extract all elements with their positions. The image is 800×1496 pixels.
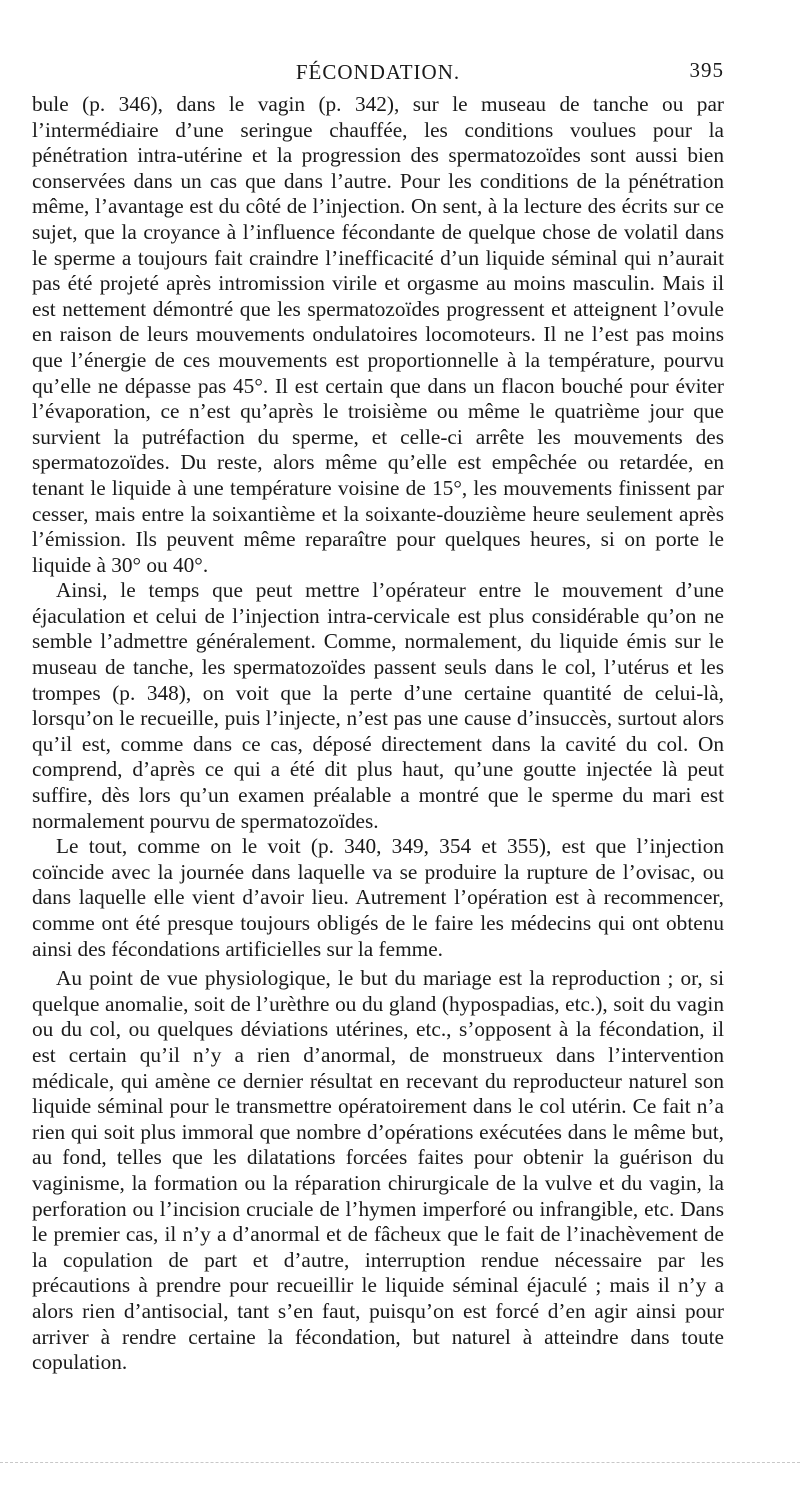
body-text [32,92,724,1376]
paragraph-2: Ainsi, le temps que peut mettre l’opérateur entre le mouvement d’une éjaculation et celui de l’injection intra-cervicale est plus considérable qu’on ne semble l’admettre généralement. Comme, normalement, du liquide émis sur le museau de tanche, les spermatozoïdes passent seuls dans le col, l’utérus et les trompes (p. 348), on voit que la perte d’une certaine quantité de celui-là, lorsqu’on le recueille, puis l’injecte, n’est pas une cause d’insuccès, surtout alors qu’il est, comme dans ce cas, déposé directement dans la cavité du col. On comprend, d’après ce qui a été dit plus haut, qu’une goutte injectée là peut suffire, dès lors qu’un examen préalable a montré que le sperme du mari est normalement pourvu de spermatozoïdes. [32,578,724,833]
page-bottom-rule [0,1462,800,1463]
paragraph-1: bule (p. 346), dans le vagin (p. 342), sur le museau de tanche ou par l’intermédiaire d’une seringue chauffée, les conditions voulues pour la pénétration intra-utérine et la progression des spermatozoïdes sont aussi bien conservées dans un cas que dans l’autre. Pour les conditions de la pénétration même, l’avantage est du côté de l’injection. On sent, à la lecture des écrits sur ce sujet, que la croyance à l’influence fécondante de quelque chose de volatil dans le sperme a toujours fait craindre l’inefficacité d’un liquide séminal qui n’aurait pas été projeté après intromission virile et orgasme au moins masculin. Mais il est nettement démontré que les spermatozoïdes progressent et atteignent l’ovule en raison de leurs mouvements ondulatoires locomoteurs. Il ne l’est pas moins que l’énergie de ces mouvements est proportionnelle à la température, pourvu qu’elle ne dépasse pas 45°. Il est certain que dans un flacon bouché pour éviter l’évaporation, ce n’est qu’après le troisième ou même le quatrième jour que survient la putréfaction du sperme, et celle-ci arrête les mouvements des spermatozoïdes. Du reste, alors même qu’elle est empêchée ou retardée, en tenant le liquide à une température voisine de 15°, les mouvements finissent par cesser, mais entre la soixantième et la soixante-douzième heure seulement après l’émission. Ils peuvent même reparaître pour quelques heures, si on porte le liquide à 30° ou 40°. [32,92,724,577]
page-number: 395 [689,58,724,82]
book-page [32,58,724,1376]
paragraph-4: Au point de vue physiologique, le but du mariage est la reproduction ; or, si quelque anomalie, soit de l’urèthre ou du gland (hypospadias, etc.), soit du vagin ou du col, ou quelques déviations utérines, etc., s’opposent à la fécondation, il est certain qu’il n’y a rien d’anormal, de monstrueux dans l’intervention médicale, qui amène ce dernier résultat en recevant du reproducteur naturel son liquide séminal pour le transmettre opératoirement dans le col utérin. Ce fait n’a rien qui soit plus immoral que nombre d’opérations exécutées dans le même but, au fond, telles que les dilatations forcées faites pour obtenir la guérison du vaginisme, la formation ou la réparation chirurgicale de la vulve et du vagin, la perforation ou l’incision cruciale de l’hymen imperforé ou infrangible, etc. Dans le premier cas, il n’y a d’anormal et de fâcheux que le fait de l’inachèvement de la copulation de part et d’autre, interruption rendue nécessaire par les précautions à prendre pour recueillir le liquide séminal éjaculé ; mais il n’y a alors rien d’antisocial, tant s’en faut, puisqu’on est forcé d’en agir ainsi pour arriver à rendre certaine la fécondation, but naturel à atteindre dans toute copulation. [32,966,724,1375]
running-title: FÉCONDATION. [295,60,461,84]
paragraph-3: Le tout, comme on le voit (p. 340, 349, 354 et 355), est que l’injection coïncide avec la journée dans laquelle va se produire la rupture de l’ovisac, ou dans laquelle elle vient d’avoir lieu. Autrement l’opération est à recommencer, comme ont été presque toujours obligés de le faire les médecins qui ont obtenu ainsi des fécondations artificielles sur la femme. [32,834,724,961]
running-head [32,58,724,92]
